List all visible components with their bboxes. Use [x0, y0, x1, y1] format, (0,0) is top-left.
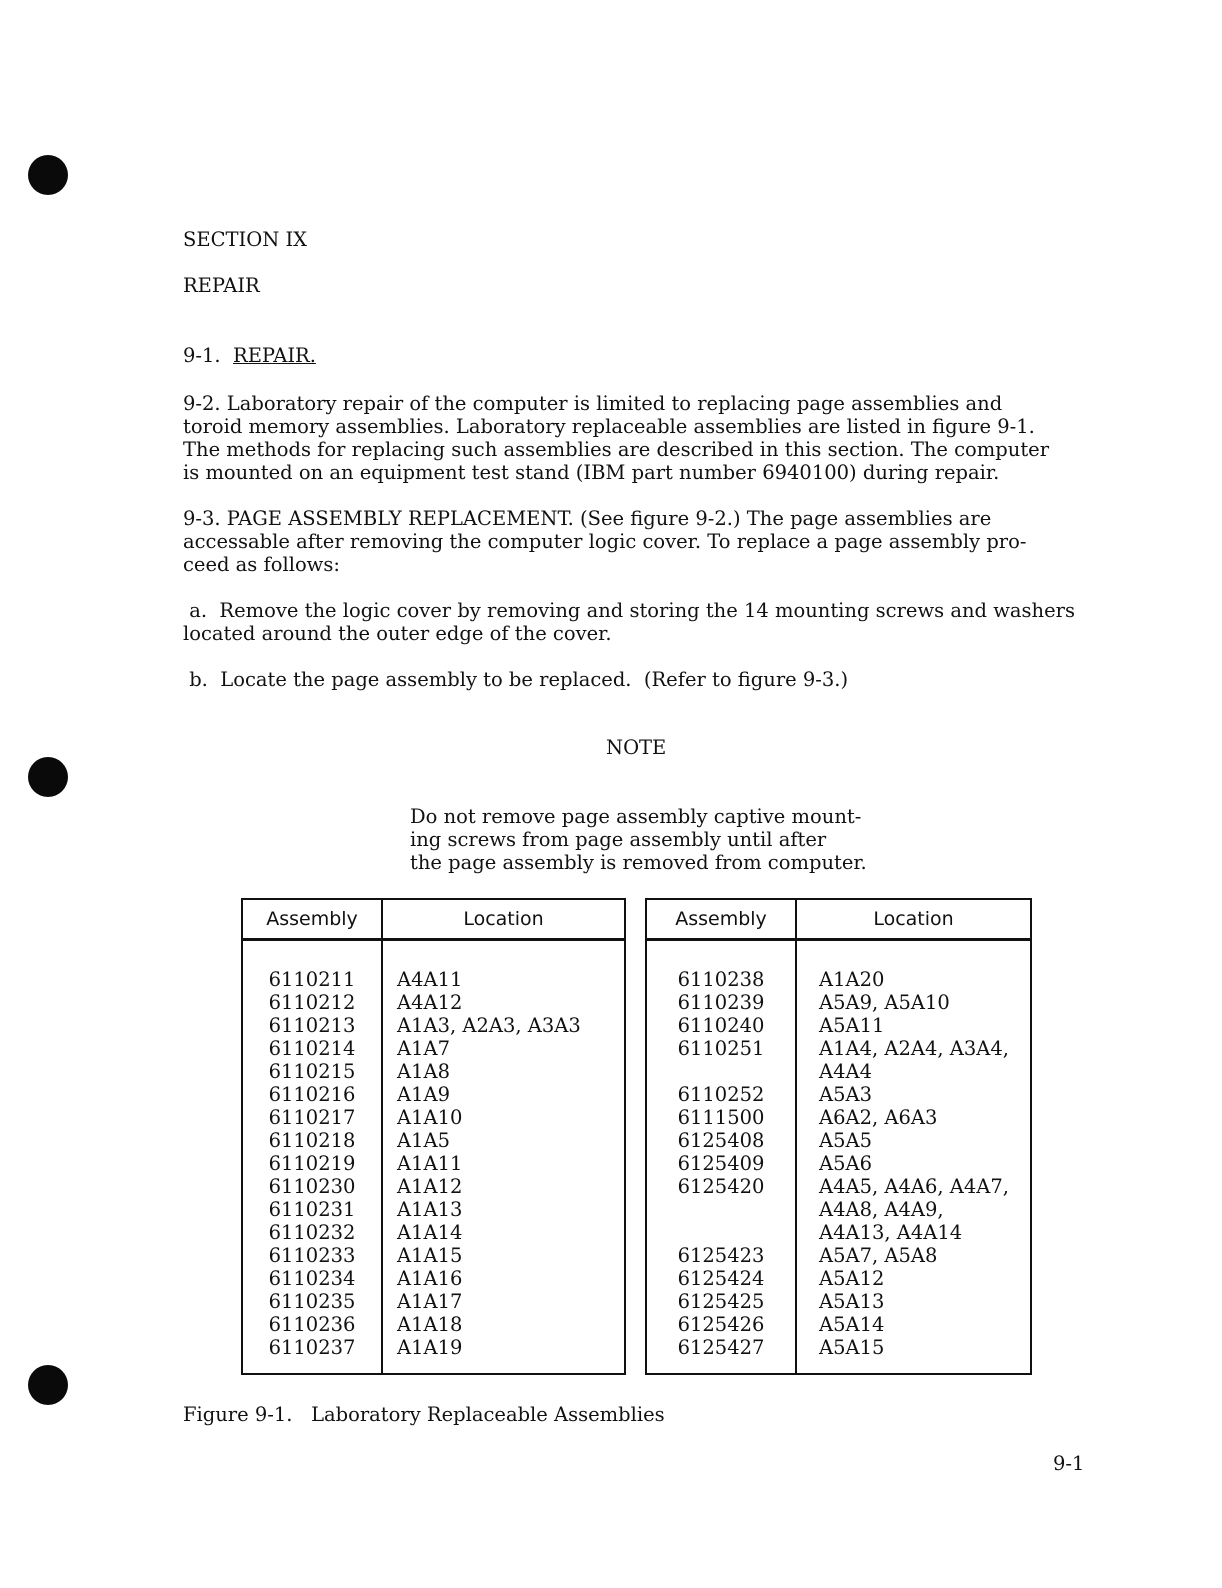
- table-row: [242, 1221, 625, 1244]
- location-cell: A1A4, A2A4, A3A4,: [819, 1037, 1009, 1060]
- para-title: REPAIR.: [233, 344, 316, 367]
- table-row: [646, 1221, 1031, 1244]
- assembly-cell: 6110230: [242, 1175, 382, 1198]
- location-cell: A5A7, A5A8: [819, 1244, 938, 1267]
- para-line: toroid memory assemblies. Laboratory replaceable assemblies are listed in figure 9-1.: [183, 415, 1035, 438]
- spacer-cell: [382, 940, 625, 969]
- location-cell: A6A2, A6A3: [819, 1106, 938, 1129]
- assembly-cell: 6110238: [646, 968, 796, 991]
- assembly-cell: [646, 1060, 796, 1083]
- assembly-cell: 6110233: [242, 1244, 382, 1267]
- assembly-cell: 6110215: [242, 1060, 382, 1083]
- assembly-cell: 6110217: [242, 1106, 382, 1129]
- column-header-location: Location: [382, 899, 625, 940]
- table-row: [242, 1083, 625, 1106]
- step-line: located around the outer edge of the cover.: [183, 622, 612, 645]
- assembly-cell: 6125425: [646, 1290, 796, 1313]
- location-cell: A4A5, A4A6, A4A7,: [819, 1175, 1009, 1198]
- location-cell: A4A13, A4A14: [819, 1221, 963, 1244]
- assembly-cell: 6110219: [242, 1152, 382, 1175]
- note-body: [410, 805, 867, 874]
- assembly-cell: 6110251: [646, 1037, 796, 1060]
- step-line: a. Remove the logic cover by removing and storing the 14 mounting screws and washers: [183, 599, 1075, 622]
- assembly-cell: 6110235: [242, 1290, 382, 1313]
- location-cell: A5A12: [819, 1267, 885, 1290]
- location-cell: A5A15: [819, 1336, 885, 1359]
- assembly-cell: 6110231: [242, 1198, 382, 1221]
- spacer-cell: [796, 1359, 1031, 1374]
- note-line: ing screws from page assembly until after: [410, 828, 827, 851]
- spacer-cell: [646, 1359, 796, 1374]
- assembly-cell: 6110237: [242, 1336, 382, 1359]
- table-row: [646, 1244, 1031, 1267]
- table-row: [242, 1037, 625, 1060]
- column-header-assembly: Assembly: [242, 899, 382, 940]
- location-cell: A5A14: [819, 1313, 885, 1336]
- table-row: [242, 1014, 625, 1037]
- spacer-cell: [646, 940, 796, 969]
- assembly-cell: 6111500: [646, 1106, 796, 1129]
- assembly-cell: 6110218: [242, 1129, 382, 1152]
- table-row: [646, 1175, 1031, 1198]
- para-line: accessable after removing the computer logic cover. To replace a page assembly pro-: [183, 530, 1027, 553]
- table-row: [646, 1083, 1031, 1106]
- assembly-cell: 6125423: [646, 1244, 796, 1267]
- assembly-cell: 6110214: [242, 1037, 382, 1060]
- table-row: [646, 1152, 1031, 1175]
- location-cell: A5A11: [819, 1014, 885, 1037]
- location-cell: A1A8: [397, 1060, 450, 1083]
- table-row: [242, 1336, 625, 1359]
- table-row: [646, 1014, 1031, 1037]
- spacer-cell: [242, 940, 382, 969]
- location-cell: A1A18: [397, 1313, 463, 1336]
- column-header-assembly: Assembly: [646, 899, 796, 940]
- table-row: [646, 991, 1031, 1014]
- note-line: the page assembly is removed from computer.: [410, 851, 867, 874]
- location-cell: A1A13: [397, 1198, 463, 1221]
- para-number: 9-1.: [183, 344, 221, 367]
- page-number: 9-1: [1053, 1452, 1085, 1475]
- table-row: [242, 1175, 625, 1198]
- binder-hole: [28, 155, 68, 195]
- assembly-cell: 6125408: [646, 1129, 796, 1152]
- para-line: ceed as follows:: [183, 553, 340, 576]
- location-cell: A1A7: [397, 1037, 450, 1060]
- step-b: b. Locate the page assembly to be replaced. (Refer to figure 9-3.): [183, 668, 849, 691]
- location-cell: A4A8, A4A9,: [819, 1198, 944, 1221]
- location-cell: A1A11: [397, 1152, 463, 1175]
- assembly-cell: 6110234: [242, 1267, 382, 1290]
- para-line: 9-2. Laboratory repair of the computer is limited to replacing page assemblies and: [183, 392, 1003, 415]
- spacer-cell: [796, 940, 1031, 969]
- para-line: The methods for replacing such assemblies are described in this section. The computer: [183, 438, 1050, 461]
- table-row: [646, 1060, 1031, 1083]
- table-row: [646, 968, 1031, 991]
- table-row: [646, 1267, 1031, 1290]
- binder-hole: [28, 1365, 68, 1405]
- location-cell: A4A4: [819, 1060, 872, 1083]
- location-cell: A1A3, A2A3, A3A3: [397, 1014, 581, 1037]
- location-cell: A1A17: [397, 1290, 463, 1313]
- chapter-heading: REPAIR: [183, 274, 260, 297]
- assembly-cell: 6125420: [646, 1175, 796, 1198]
- assembly-cell: [646, 1221, 796, 1244]
- location-cell: A4A11: [397, 968, 463, 991]
- table-row: [242, 1290, 625, 1313]
- table-row: [646, 1037, 1031, 1060]
- para-9-1-heading: [183, 344, 316, 367]
- step-a: [183, 599, 1075, 645]
- assembly-cell: 6110232: [242, 1221, 382, 1244]
- location-cell: A1A16: [397, 1267, 463, 1290]
- table-row: [646, 1313, 1031, 1336]
- spacer-cell: [242, 1359, 382, 1374]
- spacer-cell: [382, 1359, 625, 1374]
- location-cell: A1A12: [397, 1175, 463, 1198]
- table-row: [242, 1129, 625, 1152]
- table-row: [646, 1336, 1031, 1359]
- location-cell: A5A9, A5A10: [819, 991, 950, 1014]
- location-cell: A5A13: [819, 1290, 885, 1313]
- assembly-cell: 6110239: [646, 991, 796, 1014]
- assembly-cell: 6110211: [242, 968, 382, 991]
- assembly-cell: 6125427: [646, 1336, 796, 1359]
- table-row: [242, 1152, 625, 1175]
- assembly-cell: 6110216: [242, 1083, 382, 1106]
- assembly-cell: 6125424: [646, 1267, 796, 1290]
- assembly-cell: 6110240: [646, 1014, 796, 1037]
- table-row: [646, 1198, 1031, 1221]
- table-row: [646, 1106, 1031, 1129]
- table-row: [242, 1313, 625, 1336]
- assembly-table-right: [645, 898, 1032, 1375]
- figure-caption: Figure 9-1. Laboratory Replaceable Assemblies: [183, 1403, 665, 1426]
- assembly-cell: 6110252: [646, 1083, 796, 1106]
- assembly-cell: [646, 1198, 796, 1221]
- table-row: [242, 991, 625, 1014]
- table-row: [242, 1198, 625, 1221]
- location-cell: A5A6: [819, 1152, 872, 1175]
- location-cell: A4A12: [397, 991, 463, 1014]
- assembly-cell: 6125409: [646, 1152, 796, 1175]
- para-line: is mounted on an equipment test stand (IBM part number 6940100) during repair.: [183, 461, 1000, 484]
- location-cell: A5A5: [819, 1129, 872, 1152]
- note-line: Do not remove page assembly captive mount-: [410, 805, 862, 828]
- assembly-cell: 6110212: [242, 991, 382, 1014]
- assembly-table-left: [241, 898, 626, 1375]
- location-cell: A1A14: [397, 1221, 463, 1244]
- location-cell: A1A9: [397, 1083, 450, 1106]
- note-heading: NOTE: [606, 736, 667, 759]
- location-cell: A1A20: [819, 968, 885, 991]
- assembly-cell: 6125426: [646, 1313, 796, 1336]
- table-row: [646, 1129, 1031, 1152]
- para-line: 9-3. PAGE ASSEMBLY REPLACEMENT. (See figure 9-2.) The page assemblies are: [183, 507, 992, 530]
- assembly-cell: 6110236: [242, 1313, 382, 1336]
- location-cell: A1A5: [397, 1129, 450, 1152]
- binder-hole: [28, 757, 68, 797]
- column-header-location: Location: [796, 899, 1031, 940]
- section-heading: SECTION IX: [183, 228, 308, 251]
- table-row: [242, 1106, 625, 1129]
- table-row: [646, 1290, 1031, 1313]
- location-cell: A1A19: [397, 1336, 463, 1359]
- para-9-3: [183, 507, 1026, 576]
- table-row: [242, 1267, 625, 1290]
- location-cell: A5A3: [819, 1083, 872, 1106]
- location-cell: A1A15: [397, 1244, 463, 1267]
- location-cell: A1A10: [397, 1106, 463, 1129]
- assembly-cell: 6110213: [242, 1014, 382, 1037]
- table-row: [242, 1060, 625, 1083]
- table-row: [242, 1244, 625, 1267]
- table-row: [242, 968, 625, 991]
- para-9-2: [183, 392, 1049, 484]
